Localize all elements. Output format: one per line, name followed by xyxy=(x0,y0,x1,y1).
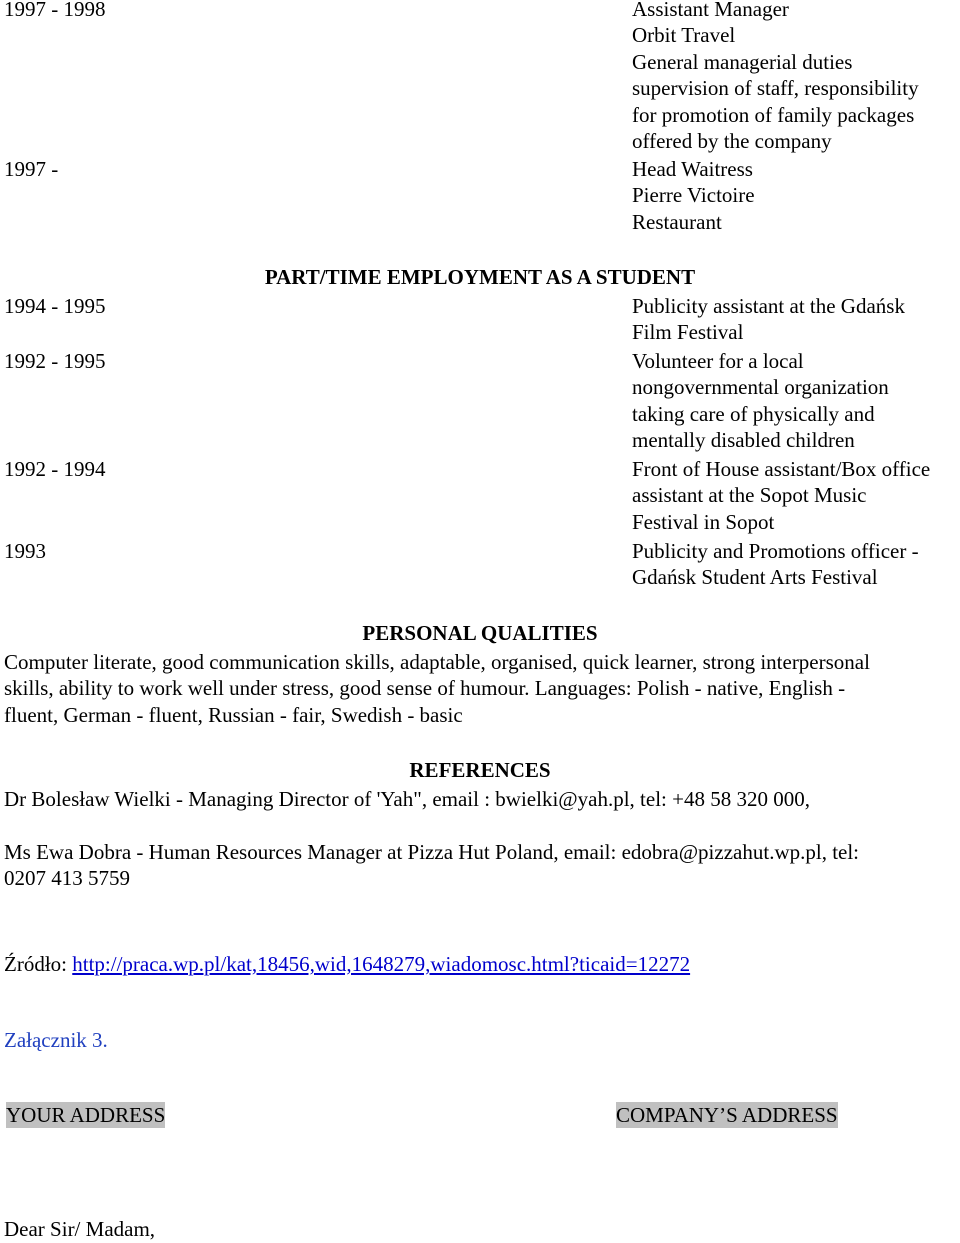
entry-line: General managerial duties xyxy=(632,49,853,74)
qualities-text xyxy=(4,649,956,728)
attachment-text: Załącznik 3. xyxy=(4,1028,108,1052)
entry-line: Front of House assistant/Box office xyxy=(632,457,931,481)
entry-description xyxy=(632,456,960,535)
entry-line: Film Festival xyxy=(632,320,744,345)
entry-line: Pierre Victoire xyxy=(632,183,755,208)
qualities-line: fluent, German - fluent, Russian - fair, Swedish - basic xyxy=(4,702,463,727)
entry-line: assistant at the Sopot Music xyxy=(632,483,867,508)
entry-line: supervision of staff, responsibility xyxy=(632,76,919,101)
entry-line: Publicity assistant at the Gdańsk xyxy=(632,294,905,318)
qualities-line: skills, ability to work well under stress, good sense of humour. Languages: Polish - native, English - xyxy=(4,676,846,701)
parttime-heading: PART/TIME EMPLOYMENT AS A STUDENT xyxy=(264,265,696,289)
entry-dates: 1992 - 1994 xyxy=(4,457,106,481)
reference-line: Ms Ewa Dobra - Human Resources Manager at Pizza Hut Poland, email: edobra@pizzahut.wp.pl, tel: xyxy=(4,840,860,864)
source-label: Źródło: xyxy=(4,952,73,976)
reference-line: Dr Bolesław Wielki - Managing Director of 'Yah", email : bwielki@yah.pl, tel: +48 58 320 000, xyxy=(4,787,810,811)
entry-description xyxy=(632,0,960,154)
entry-line: Volunteer for a local xyxy=(632,349,804,373)
entry-dates: 1997 - xyxy=(4,157,59,181)
entry-description xyxy=(632,538,960,591)
entry-description xyxy=(632,156,960,235)
source-link[interactable]: http://praca.wp.pl/kat,18456,wid,1648279,wiadomosc.html?ticaid=12272 xyxy=(72,952,691,976)
entry-line: Orbit Travel xyxy=(632,23,736,48)
qualities-heading: PERSONAL QUALITIES xyxy=(362,621,598,645)
entry-line: taking care of physically and xyxy=(632,401,875,426)
company-address: COMPANY’S ADDRESS xyxy=(616,1103,838,1127)
reference-2 xyxy=(4,839,956,892)
greeting xyxy=(4,1216,956,1242)
greeting-text: Dear Sir/ Madam, xyxy=(4,1217,156,1241)
entry-line: Restaurant xyxy=(632,209,722,234)
entry-line: nongovernmental organization xyxy=(632,375,889,400)
attachment-label xyxy=(4,1027,956,1053)
entry-line: offered by the company xyxy=(632,129,832,154)
entry-description xyxy=(632,348,960,454)
reference-1 xyxy=(4,786,956,812)
your-address: YOUR ADDRESS xyxy=(6,1103,166,1127)
entry-line: Festival in Sopot xyxy=(632,509,775,534)
qualities-line: Computer literate, good communication skills, adaptable, organised, quick learner, strong interpersonal xyxy=(4,650,870,674)
entry-line: mentally disabled children xyxy=(632,428,855,453)
source-line xyxy=(4,951,956,977)
entry-line: Gdańsk Student Arts Festival xyxy=(632,565,878,590)
entry-description xyxy=(632,293,960,346)
entry-dates: 1993 xyxy=(4,539,46,563)
entry-dates: 1992 - 1995 xyxy=(4,349,106,373)
entry-line: for promotion of family packages xyxy=(632,102,915,127)
entry-line: Publicity and Promotions officer - xyxy=(632,539,919,563)
reference-line: 0207 413 5759 xyxy=(4,866,130,891)
references-heading: REFERENCES xyxy=(409,758,551,782)
entry-line: Head Waitress xyxy=(632,157,753,181)
entry-line: Assistant Manager xyxy=(632,0,789,21)
entry-dates: 1994 - 1995 xyxy=(4,294,106,318)
entry-dates: 1997 - 1998 xyxy=(4,0,106,21)
